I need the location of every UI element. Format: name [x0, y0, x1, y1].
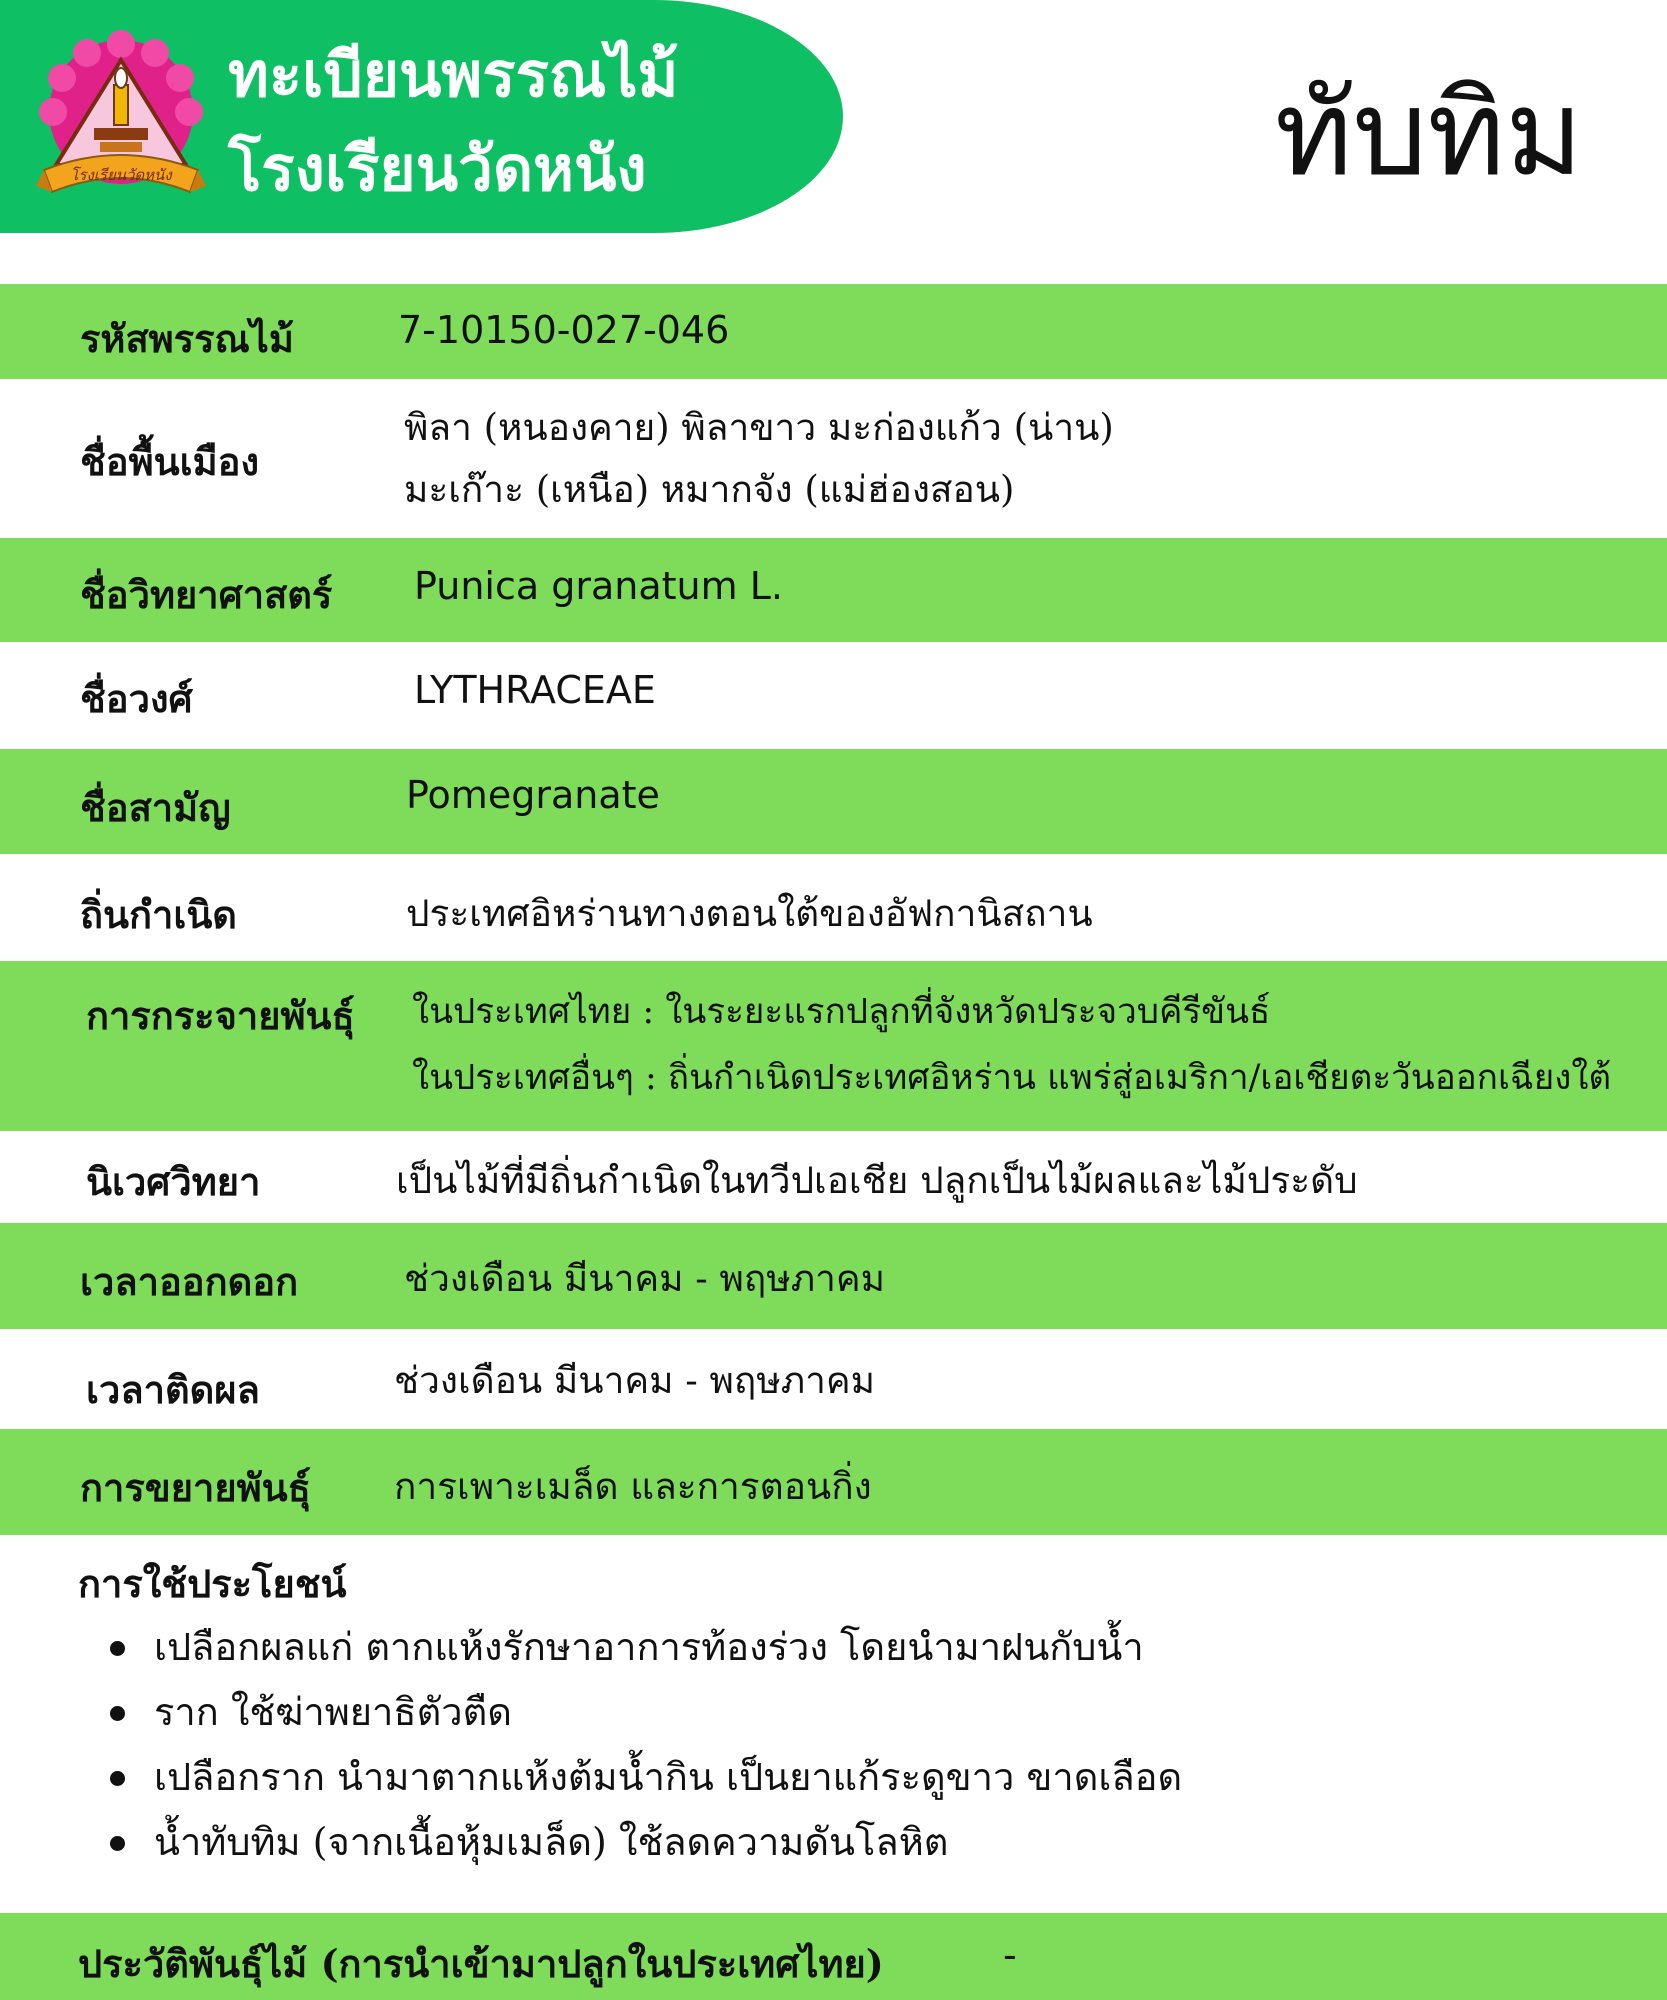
row-label: เวลาออกดอก	[80, 1259, 299, 1304]
value-line: การเพาะเมล็ด และการตอนกิ่ง	[394, 1465, 872, 1508]
value-line: ในประเทศอื่นๆ : ถิ่นกำเนิดประเทศอิหร่าน แพร่สู่อเมริกา/เอเชียตะวันออกเฉียงใต้	[412, 1058, 1612, 1098]
value-line: Punica granatum L.	[414, 564, 783, 608]
row-plant-code	[0, 284, 1667, 379]
row-label: เวลาติดผล	[86, 1367, 260, 1412]
list-item-text: เปลือกผลแก่ ตากแห้งรักษาอาการท้องร่วง โดยนำมาฝนกับน้ำ	[154, 1625, 1144, 1669]
row-label: ชื่อวิทยาศาสตร์	[80, 572, 333, 617]
bullet-icon	[110, 1641, 125, 1656]
row-value	[396, 1151, 1358, 1210]
value-line: 7-10150-027-046	[398, 308, 730, 352]
row-origin	[0, 854, 1667, 961]
row-value	[394, 1457, 872, 1516]
value-line: มะเก๊าะ (เหนือ) หมากจัง (แม่ฮ่องสอน)	[404, 468, 1015, 511]
row-value	[398, 308, 729, 352]
row-value	[404, 1249, 885, 1308]
row-value	[414, 564, 783, 608]
bullet-icon	[110, 1771, 125, 1786]
row-label: ถิ่นกำเนิด	[80, 892, 237, 937]
value-line: พิลา (หนองคาย) พิลาขาว มะก่องแก้ว (น่าน)	[404, 406, 1114, 449]
bullet-icon	[110, 1706, 125, 1721]
list-item	[100, 1745, 1182, 1810]
benefits-list	[100, 1615, 1182, 1875]
value-line: ในประเทศไทย : ในระยะแรกปลูกที่จังหวัดประจวบคีรีขันธ์	[412, 992, 1271, 1032]
bullet-icon	[110, 1836, 125, 1851]
row-propagation	[0, 1429, 1667, 1535]
benefits-title: การใช้ประโยชน์	[78, 1561, 347, 1606]
value-line: ประเทศอิหร่านทางตอนใต้ของอัฟกานิสถาน	[406, 892, 1093, 935]
row-value	[406, 884, 1093, 943]
list-item-text: ราก ใช้ฆ่าพยาธิตัวตืด	[154, 1690, 512, 1734]
value-line: Pomegranate	[406, 773, 660, 817]
logo-caption: โรงเรียนวัดหนัง	[70, 166, 172, 184]
row-value	[394, 1351, 875, 1410]
row-label: ชื่อพื้นเมือง	[80, 439, 260, 484]
row-ecology	[0, 1131, 1667, 1223]
row-value	[404, 397, 1114, 521]
row-label: การขยายพันธุ์	[80, 1465, 311, 1510]
history-value: -	[1003, 1933, 1017, 1977]
list-item	[100, 1810, 1182, 1875]
row-flowering-time	[0, 1223, 1667, 1329]
row-fruiting-time	[0, 1329, 1667, 1429]
row-family-name	[0, 642, 1667, 749]
title-line-1: ทะเบียนพรรณไม้	[228, 38, 679, 111]
row-label: ชื่อสามัญ	[80, 785, 231, 830]
list-item-text: เปลือกราก นำมาตากแห้งต้มน้ำกิน เป็นยาแก้ระดูขาว ขาดเลือด	[154, 1755, 1183, 1799]
plant-name: ทับทิม	[1274, 64, 1583, 202]
row-local-name	[0, 379, 1667, 538]
row-value	[406, 773, 660, 817]
value-line: ช่วงเดือน มีนาคม - พฤษภาคม	[394, 1359, 876, 1402]
row-label: ชื่อวงศ์	[80, 676, 193, 721]
title-line-2: โรงเรียนวัดหนัง	[228, 132, 647, 205]
school-logo	[36, 30, 206, 210]
header	[0, 0, 1667, 270]
row-value	[414, 668, 656, 712]
plant-info-table	[0, 284, 1667, 1535]
benefits-section	[0, 1535, 1667, 1910]
row-label: การกระจายพันธุ์	[86, 993, 355, 1038]
row-common-name	[0, 749, 1667, 854]
row-label: นิเวศวิทยา	[86, 1159, 261, 1204]
row-value	[412, 979, 1611, 1111]
value-line: เป็นไม้ที่มีถิ่นกำเนิดในทวีปเอเชีย ปลูกเป็นไม้ผลและไม้ประดับ	[396, 1159, 1358, 1202]
row-distribution	[0, 961, 1667, 1131]
list-item-text: น้ำทับทิม (จากเนื้อหุ้มเมล็ด) ใช้ลดความดันโลหิต	[154, 1820, 949, 1864]
row-label: รหัสพรรณไม้	[80, 316, 294, 361]
list-item	[100, 1680, 1182, 1745]
value-line: LYTHRACEAE	[414, 668, 656, 712]
history-row	[0, 1913, 1667, 2000]
page-title	[228, 28, 678, 216]
history-label: ประวัติพันธุ์ไม้ (การนำเข้ามาปลูกในประเทศไทย)	[78, 1941, 884, 1986]
row-scientific-name	[0, 538, 1667, 642]
list-item	[100, 1615, 1182, 1680]
value-line: ช่วงเดือน มีนาคม - พฤษภาคม	[404, 1257, 886, 1300]
